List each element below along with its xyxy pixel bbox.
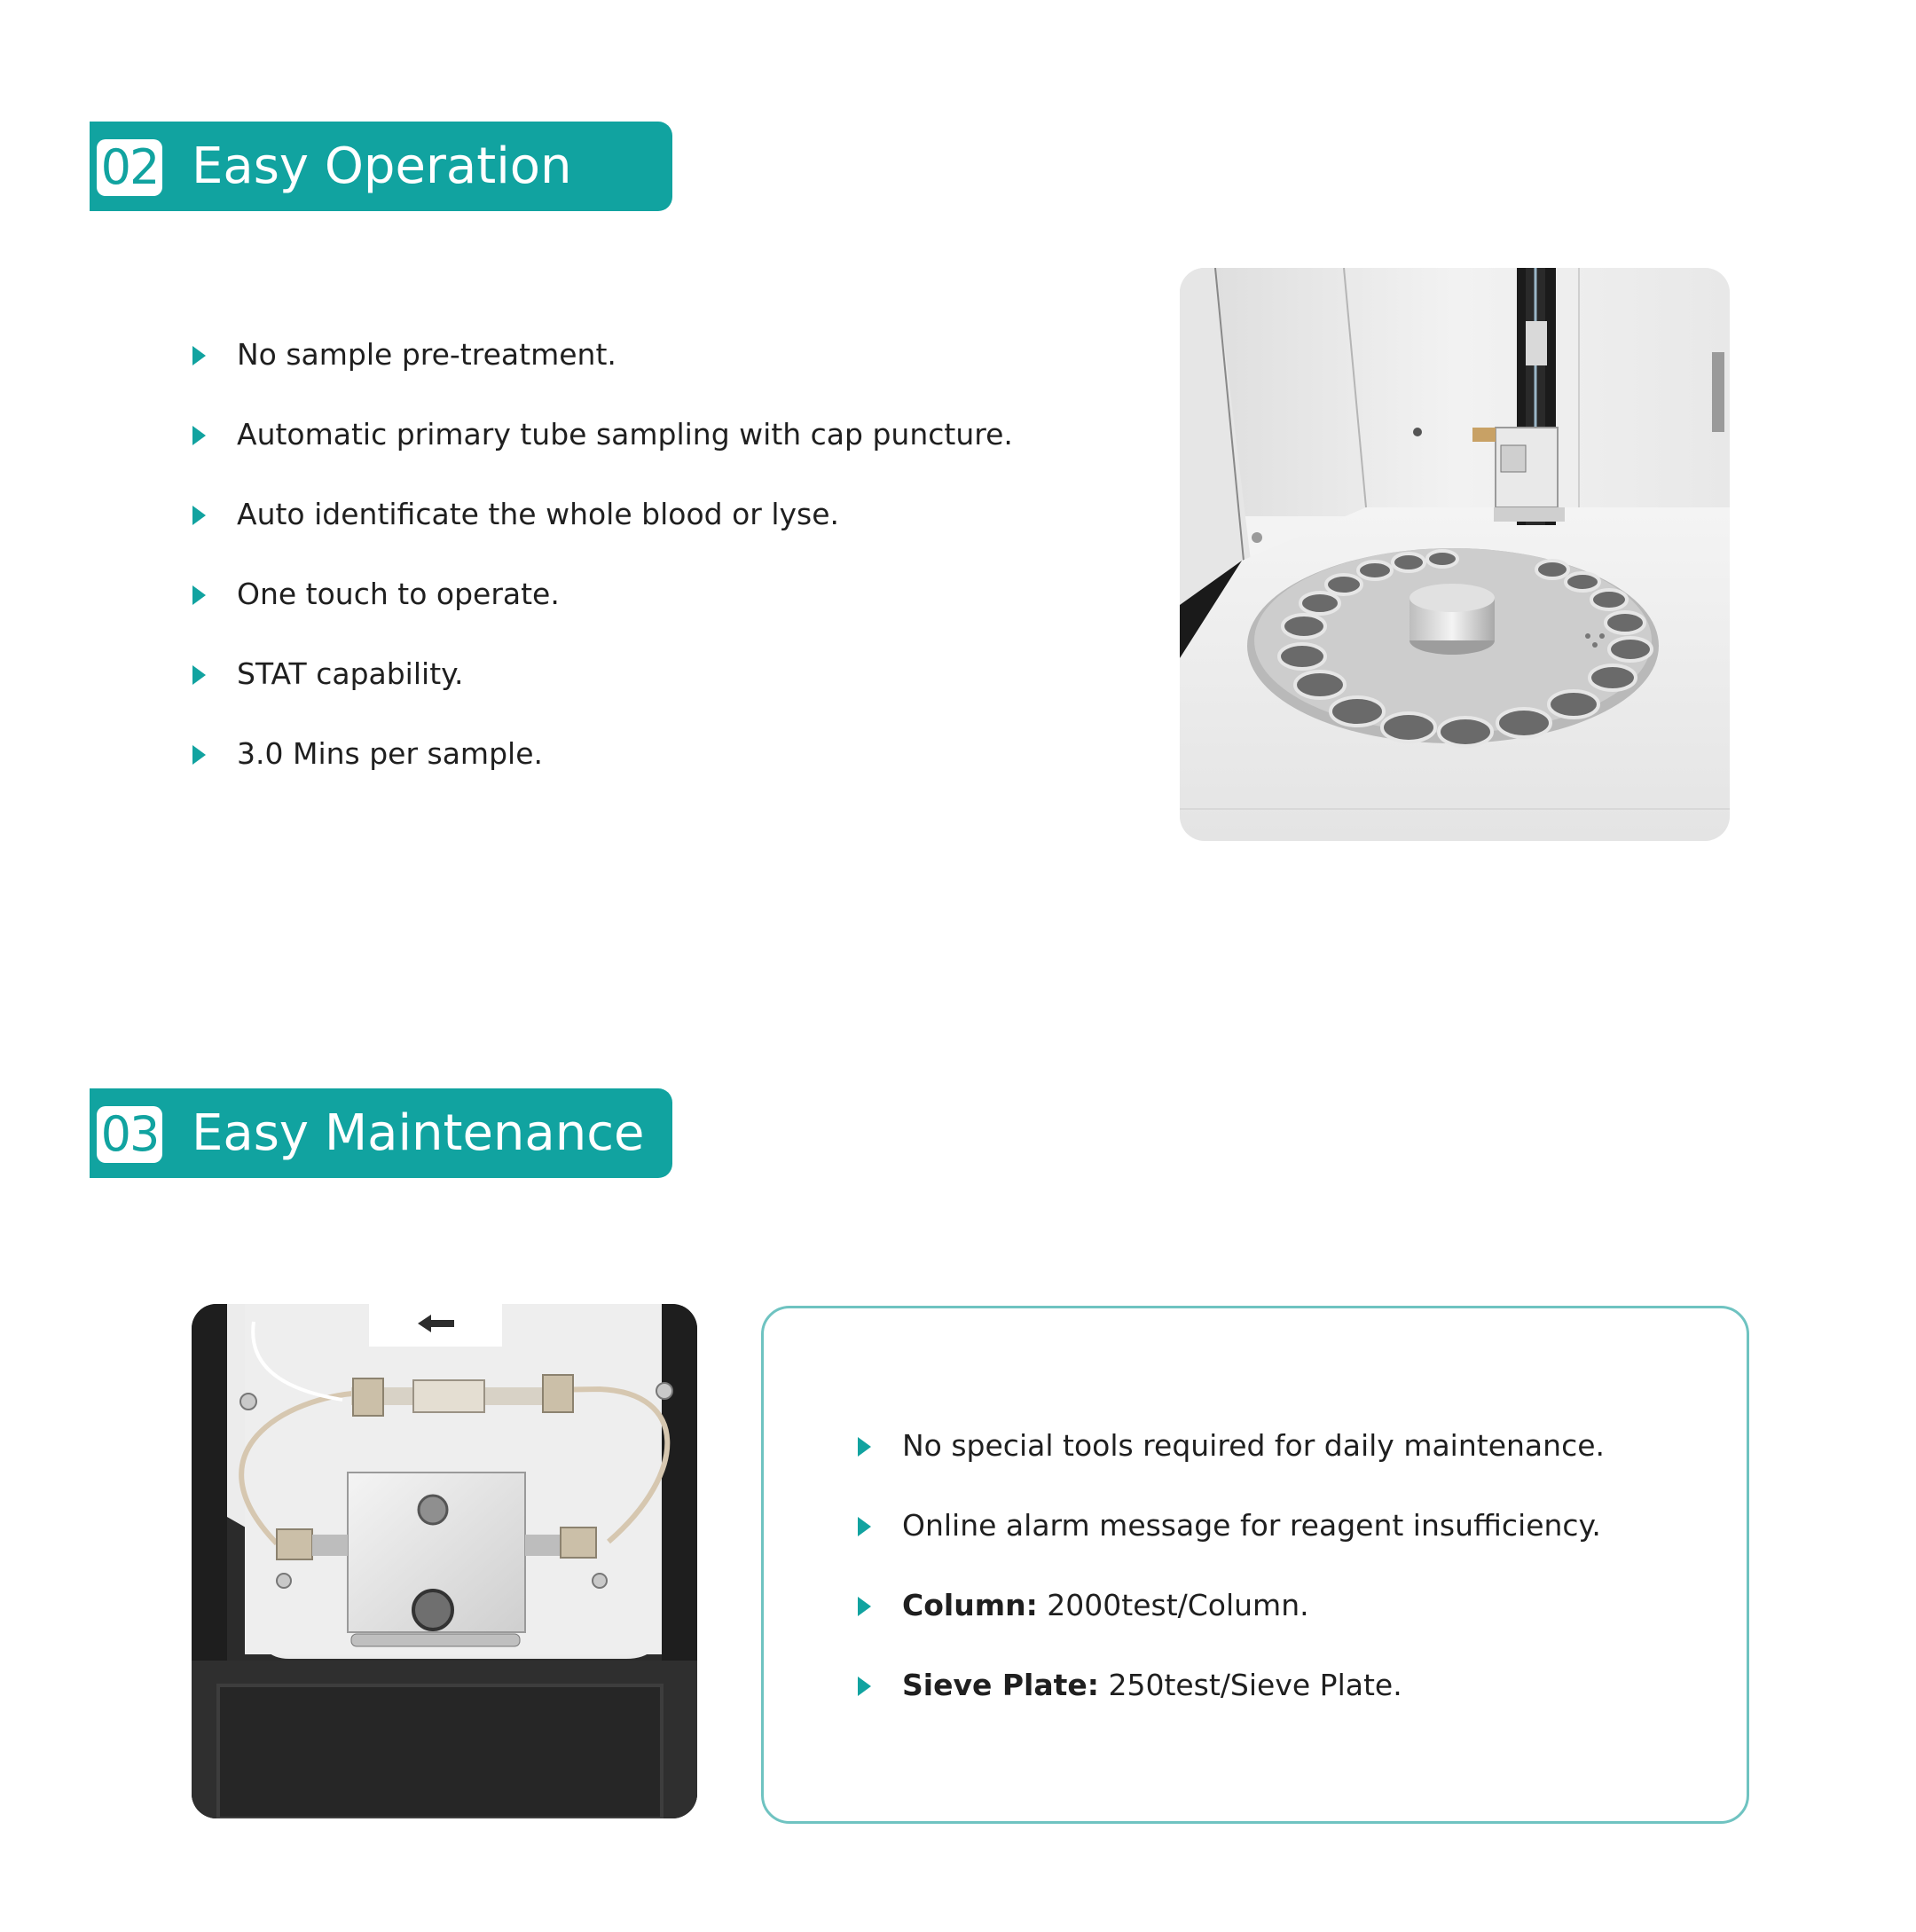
- section-title: Easy Operation: [192, 137, 572, 195]
- triangle-right-icon: [858, 1437, 871, 1457]
- column-label: Column:: [902, 1588, 1038, 1622]
- list-item: STAT capability.: [192, 655, 1013, 734]
- list-item: Online alarm message for reagent insufficiency.: [858, 1506, 1605, 1586]
- triangle-right-icon: [858, 1677, 871, 1696]
- list-item: Column: 2000test/Column.: [858, 1586, 1605, 1666]
- list-item: Automatic primary tube sampling with cap puncture.: [192, 415, 1013, 495]
- triangle-right-icon: [858, 1597, 871, 1616]
- list-item: One touch to operate.: [192, 575, 1013, 655]
- list-item: Sieve Plate: 250test/Sieve Plate.: [858, 1666, 1605, 1746]
- list-item: No special tools required for daily maintenance.: [858, 1426, 1605, 1506]
- easy-operation-list: [192, 335, 1013, 814]
- triangle-right-icon: [192, 346, 206, 365]
- section-header-easy-maintenance: [90, 1088, 672, 1178]
- section-title: Easy Maintenance: [192, 1104, 645, 1162]
- triangle-right-icon: [192, 745, 206, 765]
- autosampler-photo: [1180, 268, 1730, 841]
- easy-maintenance-list: [858, 1426, 1605, 1746]
- list-item: No sample pre-treatment.: [192, 335, 1013, 415]
- sieve-plate-label: Sieve Plate:: [902, 1668, 1099, 1702]
- triangle-right-icon: [858, 1517, 871, 1536]
- section-number: 02: [97, 139, 162, 196]
- section-number: 03: [97, 1106, 162, 1163]
- triangle-right-icon: [192, 426, 206, 445]
- column-valve-photo: [192, 1304, 697, 1818]
- triangle-right-icon: [192, 585, 206, 605]
- section-header-easy-operation: [90, 122, 672, 211]
- list-item: Auto identificate the whole blood or lyse.: [192, 495, 1013, 575]
- triangle-right-icon: [192, 665, 206, 685]
- list-item: 3.0 Mins per sample.: [192, 734, 1013, 814]
- triangle-right-icon: [192, 506, 206, 525]
